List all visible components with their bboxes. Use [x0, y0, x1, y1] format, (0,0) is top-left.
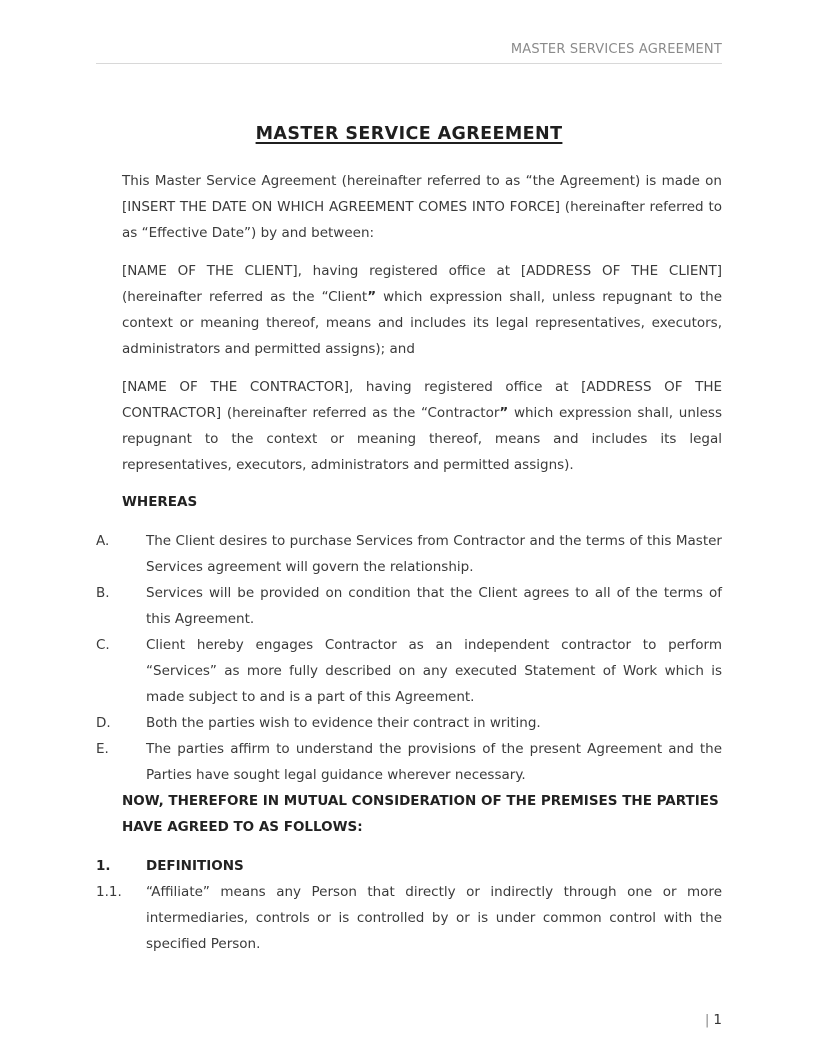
contractor-paragraph-text-after: which expression shall, unless repugnant to the context or meaning thereof, means and includes its legal representatives, executors, administrators and permitted assigns).: [122, 405, 722, 473]
page-number: 1: [713, 1012, 722, 1028]
recital-text: The Client desires to purchase Services from Contractor and the terms of this Master Services agreement will govern the relationship.: [146, 533, 722, 575]
page-header: [96, 40, 722, 64]
intro-paragraph: [96, 168, 722, 246]
recital-item-c: [96, 632, 722, 710]
recital-item-d: [96, 710, 722, 736]
footer-separator: |: [704, 1012, 710, 1028]
section-1-heading-row: [96, 853, 722, 879]
whereas-heading: WHEREAS: [122, 494, 198, 510]
recital-text: Services will be provided on condition that the Client agrees to all of the terms of this Agreement.: [146, 585, 722, 627]
recital-text: Client hereby engages Contractor as an independent contractor to perform “Services” as more fully described on any executed Statement of Work which is made subject to and is a part of this Agreement.: [146, 637, 722, 705]
section-number: 1.: [96, 858, 111, 874]
recitals-list: [96, 528, 722, 788]
page-footer: [705, 1007, 722, 1033]
contractor-bold-quote: ”: [499, 405, 509, 421]
contractor-paragraph: [96, 374, 722, 478]
recital-item-e: [96, 736, 722, 788]
recital-label: E.: [96, 741, 109, 757]
intro-paragraph-text: This Master Service Agreement (hereinafter referred to as “the Agreement) is made on [INSERT THE DATE ON WHICH AGREEMENT COMES INTO FORCE] (hereinafter referred to as “Effective Date”) by and between:: [122, 173, 722, 241]
recital-item-b: [96, 580, 722, 632]
clause-number: 1.1.: [96, 884, 122, 900]
header-title: MASTER SERVICES AGREEMENT: [510, 42, 722, 57]
client-paragraph-text: [NAME OF THE CLIENT], having registered office at [ADDRESS OF THE CLIENT] (hereinafter referred as the “Client: [122, 263, 722, 305]
recital-text: The parties affirm to understand the provisions of the present Agreement and the Parties have sought legal guidance wherever necessary.: [146, 741, 722, 783]
recital-label: B.: [96, 585, 110, 601]
client-paragraph-text-after: which expression shall, unless repugnant to the context or meaning thereof, means and includes its legal representatives, executors, administrators and permitted assigns); and: [122, 289, 723, 357]
document-title: [96, 121, 722, 147]
section-heading: DEFINITIONS: [146, 858, 244, 874]
recital-label: D.: [96, 715, 111, 731]
client-paragraph: [96, 258, 722, 362]
recital-label: C.: [96, 637, 110, 653]
recital-text: Both the parties wish to evidence their contract in writing.: [146, 715, 541, 731]
recital-label: A.: [96, 533, 110, 549]
document-title-text: MASTER SERVICE AGREEMENT: [255, 124, 563, 144]
clause-text: “Affiliate” means any Person that directly or indirectly through one or more intermediaries, controls or is controlled by or is under common control with the specified Person.: [146, 884, 722, 952]
clause-1-1-row: [96, 879, 722, 957]
contractor-paragraph-text: [NAME OF THE CONTRACTOR], having registered office at [ADDRESS OF THE CONTRACTOR] (hereinafter referred as the “Contractor: [122, 379, 722, 421]
client-bold-quote: ”: [367, 289, 377, 305]
now-therefore-paragraph: NOW, THEREFORE IN MUTUAL CONSIDERATION OF THE PREMISES THE PARTIES HAVE AGREED TO AS FOLLOWS:: [122, 793, 719, 835]
recital-item-a: [96, 528, 722, 580]
